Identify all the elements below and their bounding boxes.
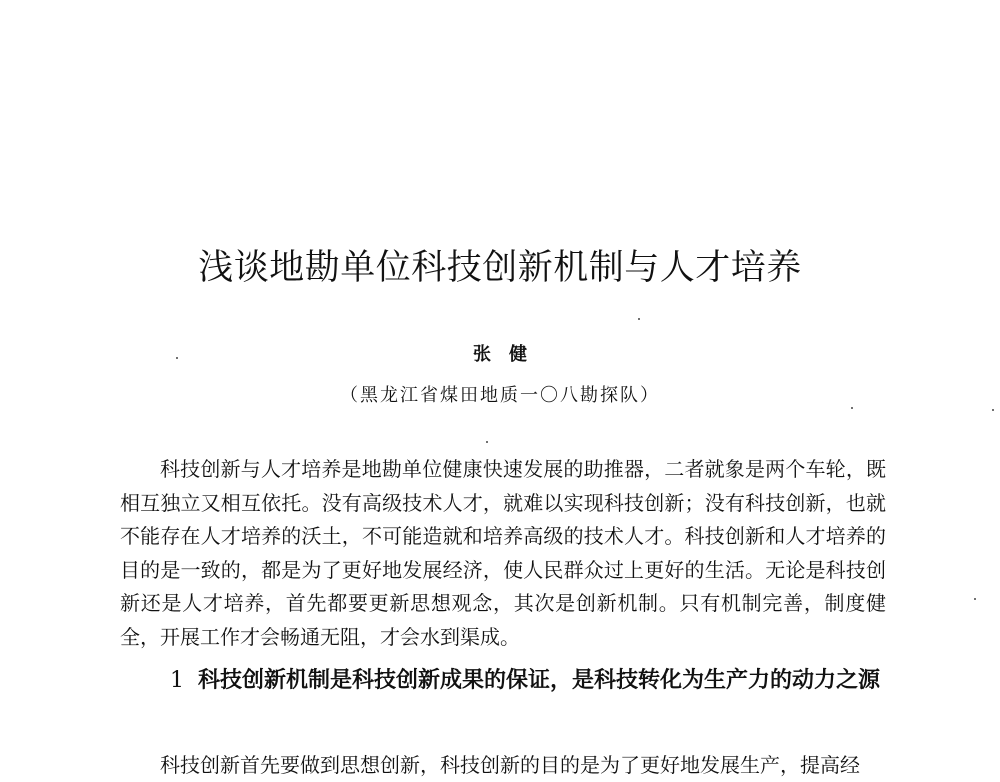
author-affiliation: （黑龙江省煤田地质一〇八勘探队） — [340, 385, 660, 406]
scan-speck — [638, 318, 640, 320]
article-title: 浅谈地勘单位科技创新机制与人才培养 — [198, 248, 802, 288]
intro-paragraph: 科技创新与人才培养是地勘单位健康快速发展的助推器，二者就象是两个车轮，既相互独立又相互依托。没有高级技术人才，就难以实现科技创新；没有科技创新，也就不能存在人才培养的沃土，不可能造就和培养高级的技术人才。科技创新和人才培养的目的是一致的，都是为了更好地发展经济，使人民群众过上更好的生活。无论是科技创新还是人才培养，首先都要更新思想观念，其次是创新机制。只有机制完善，制度健全，开展工作才会畅通无阻，才会水到渠成。 — [120, 457, 886, 649]
section-heading — [120, 664, 886, 698]
author-name: 张健 — [473, 344, 545, 365]
scan-speck — [851, 407, 853, 409]
scan-speck — [176, 357, 178, 359]
section-heading-text: 科技创新机制是科技创新成果的保证，是科技转化为生产力的动力之源 — [198, 668, 881, 693]
next-paragraph-partial: 科技创新首先要做到思想创新，科技创新的目的是为了更好地发展生产，提高经 — [160, 753, 860, 777]
scan-speck — [974, 598, 976, 600]
section-number: 1 — [170, 668, 184, 693]
scan-speck — [992, 409, 994, 411]
scan-speck — [486, 441, 488, 443]
